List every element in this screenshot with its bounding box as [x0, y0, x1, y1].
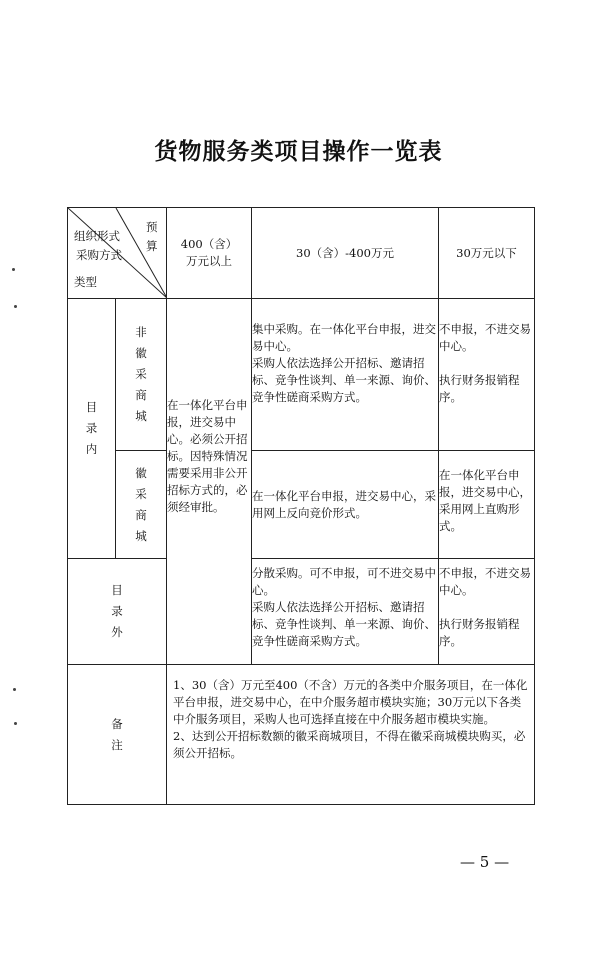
operations-table — [67, 207, 535, 805]
row-label-remarks: 备注 — [68, 665, 167, 805]
scan-speck — [14, 722, 17, 725]
row-mulu-wai — [68, 559, 535, 665]
cell-hui-30-400: 在一体化平台申报，进交易中心，采用网上反向竞价形式。 — [252, 451, 439, 559]
row-label-huicai: 徽采商城 — [116, 451, 167, 559]
diagonal-header-cell — [68, 208, 167, 299]
page-number: — 5 — — [460, 853, 510, 871]
scan-speck — [14, 305, 17, 308]
row-fei-huicai — [68, 299, 535, 451]
row-label-mulu-wai: 目录外 — [68, 559, 167, 665]
cell-400-above: 在一体化平台申报，进交易中心。必须公开招标。因特殊情况需要采用非公开招标方式的，必须经审批。 — [167, 299, 252, 665]
diag-label-caigou: 采购方式 — [76, 248, 122, 262]
page-title: 货物服务类项目操作一览表 — [154, 138, 443, 165]
cell-remarks: 1、30（含）万元至400（不含）万元的各类中介服务项目，在一体化平台申报，进交易中心，在中介服务超市模块实施；30万元以下各类中介服务项目，采购人也可选择直接在中介服务超市模块实施。 2、达到公开招标数额的徽采商城项目，不得在徽采商城模块购买，必须公开招标。 — [167, 665, 535, 805]
cell-hui-30-below: 在一体化平台申报，进交易中心，采用网上直购形式。 — [439, 451, 535, 559]
col-header-400-above: 400（含）万元以上 — [167, 208, 252, 299]
cell-fei-30-400: 集中采购。在一体化平台申报，进交易中心。 采购人依法选择公开招标、邀请招标、竞争性谈判、单一来源、询价、竞争性磋商采购方式。 — [252, 299, 439, 451]
diag-label-leixing: 类型 — [74, 275, 97, 289]
cell-wai-30-400: 分散采购。可不申报，可不进交易中心。 采购人依法选择公开招标、邀请招标、竞争性谈判、单一来源、询价、竞争性磋商采购方式。 — [252, 559, 439, 665]
cell-wai-30-below: 不申报，不进交易中心。 执行财务报销程序。 — [439, 559, 535, 665]
col-header-30-below: 30万元以下 — [439, 208, 535, 299]
scan-speck — [12, 268, 15, 271]
col-header-30-400: 30（含）-400万元 — [252, 208, 439, 299]
cell-fei-30-below: 不申报，不进交易中心。 执行财务报销程序。 — [439, 299, 535, 451]
diag-label-zuzhi: 组织形式 — [74, 229, 120, 243]
header-row — [68, 208, 535, 299]
row-label-fei-huicai: 非徽采商城 — [116, 299, 167, 451]
row-remarks — [68, 665, 535, 805]
row-huicai — [68, 451, 535, 559]
scan-speck — [13, 688, 16, 691]
row-group-mulu-nei: 目录内 — [68, 299, 116, 559]
diag-label-yusuan: 预算 — [146, 220, 158, 253]
